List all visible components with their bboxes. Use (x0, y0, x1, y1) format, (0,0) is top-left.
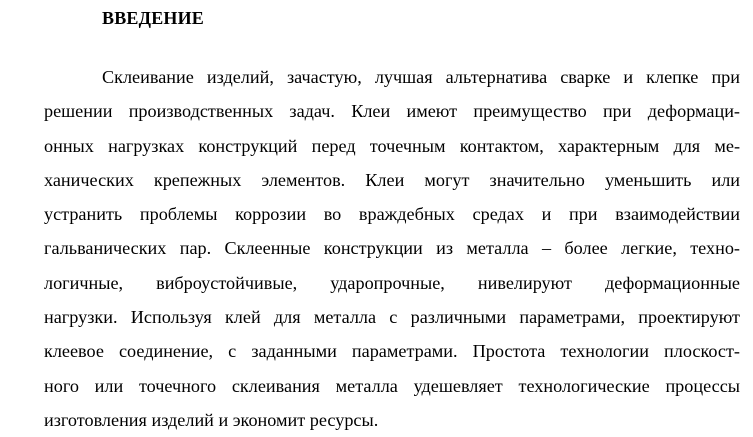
paragraph-line: изготовления изделий и экономит ресурсы. (44, 409, 379, 430)
paragraph-line: Склеивание изделий, зачастую, лучшая альтернатива сварке и клепке при (102, 67, 740, 87)
paragraph-line: устранить проблемы коррозии во враждебных средах и при взаимодействии (44, 204, 740, 225)
paragraph-line: клеевое соединение, с заданными параметрами. Простота технологии плоскост- (44, 341, 740, 362)
paragraph-line: ханических крепежных элементов. Клеи могут значительно уменьшить или (44, 169, 740, 190)
paragraph-line: гальванических пар. Склеенные конструкции из металла – более легкие, техно- (44, 238, 740, 259)
section-heading: ВВЕДЕНИЕ (102, 8, 205, 28)
paragraph-line: логичные, виброустойчивые, ударопрочные, нивелируют деформационные (44, 272, 740, 293)
body-paragraph (44, 60, 740, 437)
paragraph-line: онных нагрузках конструкций перед точечным контактом, характерным для ме- (44, 135, 740, 156)
paragraph-line: решении производственных задач. Клеи имеют преимущество при деформаци- (44, 101, 740, 122)
paragraph-line: ного или точечного склеивания металла удешевляет технологические процессы (44, 375, 740, 396)
paragraph-line: нагрузки. Используя клей для металла с различными параметрами, проектируют (44, 307, 740, 328)
